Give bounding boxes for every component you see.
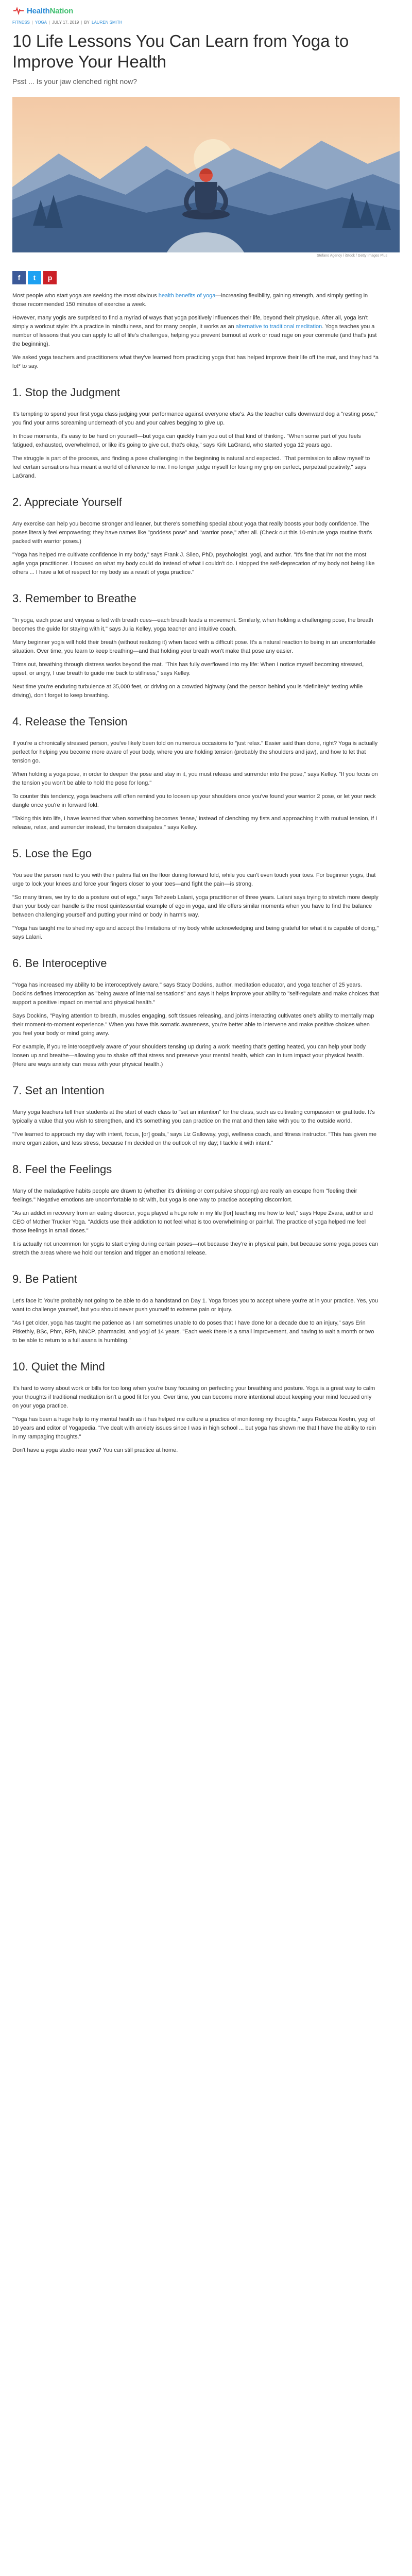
lesson-paragraph: When holding a yoga pose, in order to deepen the pose and stay in it, you must release and surrender into the pose," says Kelley. "If you focus on the tension you won't be able to hold the pose for long." — [12, 771, 378, 786]
lesson-heading: 2. Appreciate Yourself — [12, 496, 122, 509]
lesson-section — [12, 715, 379, 832]
author-link[interactable]: LAUREN SMITH — [92, 20, 123, 25]
lesson-section — [12, 495, 379, 577]
lesson-paragraph: Next time you're enduring turbulence at 35,000 feet, or driving on a crowded highway (and the person behind you is *definitely* texting while driving), don't forget to keep breathing. — [12, 684, 363, 699]
lesson-paragraph: "As I get older, yoga has taught me patience as I am sometimes unable to do poses that I have done for a decade due to an injury," says Erin Pitkethly, BSc, Phm, RPh, NNCP, pharmacist, and yogi of 14 years. "Each week there is a small improvement, and having to wait a month or two to be able to return to a full asana is humbling." — [12, 1320, 374, 1344]
breadcrumb-sep-3: | — [81, 20, 82, 25]
article-dek: Psst ... Is your jaw clenched right now? — [12, 77, 137, 86]
health-benefits-link[interactable]: health benefits of yoga — [158, 293, 216, 299]
facebook-share-button[interactable]: f — [12, 271, 26, 284]
lesson-heading: 5. Lose the Ego — [12, 847, 92, 860]
lesson-section — [12, 385, 379, 481]
lesson-heading: 4. Release the Tension — [12, 715, 128, 728]
intro-paragraph-3: We asked yoga teachers and practitioners what they've learned from practicing yoga that has helped improve their life off the mat, and they had *a lot* to say. — [12, 354, 379, 369]
share-bar — [0, 258, 412, 284]
lesson-heading: 9. Be Patient — [12, 1273, 77, 1285]
lesson-paragraph: In those moments, it's easy to be hard on yourself—but yoga can quickly train you out of that kind of thinking. "When some part of you feels fatigued, exhausted, overwhelmed, or like it's going to give out, that's okay," says Kirk LaGrand, who started yoga 12 years ago. — [12, 433, 361, 448]
lesson-section — [12, 1360, 379, 1455]
lesson-paragraph: Any exercise can help you become stronger and leaner, but there's something special about yoga that really boosts your body confidence. The poses literally feel empowering; they have names like "goddess pose" and "warrior pose," after all. (Check out this 10-minute yoga routine that's packed with warrior poses.) — [12, 521, 372, 545]
lesson-paragraph: Let's face it: You're probably not going to be able to do a handstand on Day 1. Yoga forces you to accept where you're at in your practice. Yes, you want to challenge yourself, but you should never push yourself to extreme pain or injury. — [12, 1298, 379, 1313]
twitter-share-button[interactable]: t — [28, 271, 41, 284]
publish-date: JULY 17, 2019 — [52, 20, 79, 25]
lesson-paragraph: "I've learned to approach my day with intent, focus, [or] goals," says Liz Galloway, yogi, wellness coach, and fitness instructor. "This has given me more organization, and less stress, because I'm decided on the outlook of my day; I tackle it with intent." — [12, 1131, 376, 1146]
breadcrumb-sep-2: | — [48, 20, 50, 25]
lesson-paragraph: Trims out, breathing through distress works beyond the mat. "This has fully overflowed into my life: When I notice myself becoming stressed, upset, or angry, I use breath to guide me back to stillness," says Kelley. — [12, 662, 364, 676]
site-logo[interactable] — [12, 6, 73, 15]
lesson-paragraph: To counter this tendency, yoga teachers will often remind you to loosen up your shoulders once you've found your warrior 2 pose, or let your neck dangle once you're in forward fold. — [12, 793, 376, 808]
hero-credit: Stefano Agency / iStock / Getty Images Plus — [317, 254, 387, 258]
lesson-heading: 1. Stop the Judgment — [12, 386, 121, 399]
lesson-paragraph: Says Dockins, "Paying attention to breath, muscles engaging, soft tissues releasing, and joints interacting cultivates one's ability to mentally map their moment-to-moment experience." When you have this somatic awareness, you're better able to intervene and make positive choices when you feel your body or mind going awry. — [12, 1013, 374, 1037]
article-body — [0, 284, 391, 1455]
lesson-heading: 8. Feel the Feelings — [12, 1163, 112, 1176]
lesson-paragraph: Many of the maladaptive habits people are drawn to (whether it's drinking or compulsive shopping) are really an escape from "feeling their feelings." Negative emotions are uncomfortable to sit with, but yoga is one way to practice accepting discomfort. — [12, 1188, 357, 1203]
hero-illustration — [12, 97, 400, 252]
logo-text: HealthNation — [27, 6, 74, 15]
logo-heart-icon — [12, 6, 25, 15]
lesson-paragraph: You see the person next to you with their palms flat on the floor during forward fold, while you can't even touch your toes. For beginner yogis, that urge to lock your knees and force your fingers closer to your toes—and fight the pain—is strong. — [12, 872, 376, 887]
lesson-paragraph: Don't have a yoga studio near you? You can still practice at home. — [12, 1447, 178, 1453]
breadcrumb-fitness[interactable]: FITNESS — [12, 20, 30, 25]
lesson-paragraph: Many beginner yogis will hold their breath (without realizing it) when faced with a difficult pose. It's a natural reaction to being in an uncomfortable situation. Over time, you learn to keep breathing—and that holding your breath won't make that pose any easier. — [12, 639, 376, 654]
lesson-paragraph: "Yoga has helped me cultivate confidence in my body," says Frank J. Sileo, PhD, psychologist, yogi, and author. "It's fine that I'm not the most agile yoga practitioner. I focused on what my body could do instead of what I couldn't do. I stopped the self-deprecation of my body not being like others ... I have a lot of respect for my body as a result of yoga practice." — [12, 552, 375, 575]
breadcrumb-yoga[interactable]: YOGA — [35, 20, 47, 25]
intro-paragraph-1: Most people who start yoga are seeking the most obvious health benefits of yoga—increasing flexibility, gaining strength, and simply getting in those recommended 150 minutes of exercise a week. — [12, 293, 368, 308]
lesson-paragraph: "Yoga has taught me to shed my ego and accept the limitations of my body while acknowledging and being grateful for what it is capable of doing," says Lalani. — [12, 925, 379, 940]
site-header — [0, 0, 412, 19]
lesson-paragraph: For example, if you're interoceptively aware of your shoulders tensing up during a work meeting that's getting heated, you can help your body loosen up and breathe—allowing you to shake off that stress and preserve your mental health, which can in turn impact your physical health. (Here are ways anxiety can mess with your physical health.) — [12, 1044, 366, 1067]
lesson-heading: 3. Remember to Breathe — [12, 592, 136, 605]
lesson-heading: 7. Set an Intention — [12, 1084, 105, 1097]
intro-paragraph-2: However, many yogis are surprised to find a myriad of ways that yoga positively influences their life, beyond their physique. After all, yoga isn't simply a workout style: it's a practice in mindfulness, and for many people, it works as an alternative to traditional meditation. Yoga teaches you a number of lessons that you can apply to all of life's challenges, helping you prevent burnout at work or road rage on your commute (and that's just the beginning). — [12, 315, 377, 347]
lesson-paragraph: "Yoga has increased my ability to be interoceptively aware," says Stacy Dockins, author, meditation educator, and yoga teacher of 25 years. Dockins defines interoception as "being aware of internal sensations" and says it helps improve your ability to "self-regulate and make choices that support a positive impact on mental and physical health." — [12, 982, 379, 1006]
lesson-section — [12, 1272, 379, 1345]
lesson-paragraph: It is actually not uncommon for yogis to start crying during certain poses—not because they're in physical pain, but because some yoga poses can stretch the areas where we hold our tension and trigger an emotional release. — [12, 1241, 379, 1256]
lesson-paragraph: "Taking this into life, I have learned that when something becomes 'tense,' instead of clenching my fists and approaching it with mutual tension, if I release, relax, and surrender instead, the tension dissipates," says Kelley. — [12, 816, 377, 831]
article-title: 10 Life Lessons You Can Learn from Yoga to Improve Your Health — [12, 31, 349, 71]
lesson-section — [12, 1083, 379, 1148]
lesson-paragraph: If you're a chronically stressed person, you've likely been told on numerous occasions to "just relax." Easier said than done, right? Yoga is actually perfect for helping you become more aware of your body, where you are holding tension (probably the shoulders and jaw), and how to let that tension go. — [12, 740, 378, 764]
lesson-heading: 10. Quiet the Mind — [12, 1360, 105, 1373]
lesson-sections — [12, 385, 379, 1455]
lesson-paragraph: It's hard to worry about work or bills for too long when you're busy focusing on perfecting your breathing and posture. Yoga is a great way to calm your thoughts if traditional meditation isn't a good fit for you. Over time, you can become more intentional about keeping your mind focused only on your yoga practice. — [12, 1385, 375, 1409]
lesson-heading: 6. Be Interoceptive — [12, 957, 107, 970]
meditation-link[interactable]: alternative to traditional meditation — [235, 324, 322, 330]
lesson-section — [12, 591, 379, 700]
lesson-paragraph: Many yoga teachers tell their students at the start of each class to "set an intention" for the class, such as cultivating compassion or gratitude. It's typically a value that you wish to strengthen, and it's something you can practice on the mat and then take with you to the outside world. — [12, 1109, 375, 1124]
pinterest-share-button[interactable]: p — [43, 271, 57, 284]
lesson-section — [12, 1162, 379, 1258]
breadcrumb-sep-1: | — [31, 20, 33, 25]
lesson-paragraph: "So many times, we try to do a posture out of ego," says Tehzeeb Lalani, yoga practitioner of three years. Lalani says trying to stretch more deeply than your body can handle is the most quintessential example of ego in yoga, and life offers similar moments when you have to find the balance between challenging yourself and putting your mind or body in harm's way. — [12, 894, 379, 918]
breadcrumb — [0, 19, 412, 25]
lesson-paragraph: "Yoga has been a huge help to my mental health as it has helped me culture a practice of monitoring my thoughts," says Rebecca Koehn, yogi of 10 years and editor of Yogapedia. "I've dealt with anxiety issues since I was in high school ... but yoga has shown me that I have the ability to rein in my rampaging thoughts." — [12, 1416, 376, 1440]
lesson-paragraph: It's tempting to spend your first yoga class judging your performance against everyone else's. As the teacher calls downward dog a "resting pose," you find your arms screaming underneath of you and your calves begging to give up. — [12, 411, 378, 426]
lesson-section — [12, 846, 379, 942]
byline-label: BY — [84, 20, 90, 25]
lesson-paragraph: "As an addict in recovery from an eating disorder, yoga played a huge role in my life [for] teaching me how to feel," says Hope Zvara, author and CEO of Mother Trucker Yoga. "Addicts use their addiction to not feel what is too overwhelming or painful. The practice of yoga helped me feel those feelings in small doses." — [12, 1210, 373, 1234]
lesson-paragraph: The struggle is part of the process, and finding a pose challenging in the beginning is natural and expected. "That permission to allow myself to feel certain sensations has meant a world of difference to me. I no longer judge myself for losing my grip on perfect, perpetual positivity," says LaGrand. — [12, 455, 370, 479]
lesson-section — [12, 956, 379, 1069]
lesson-paragraph: "In yoga, each pose and vinyasa is led with breath cues—each breath leads a movement. Similarly, when holding a challenging pose, the breath becomes the guide for staying with it," says Julia Kelley, yoga teacher and intuitive coach. — [12, 617, 373, 632]
